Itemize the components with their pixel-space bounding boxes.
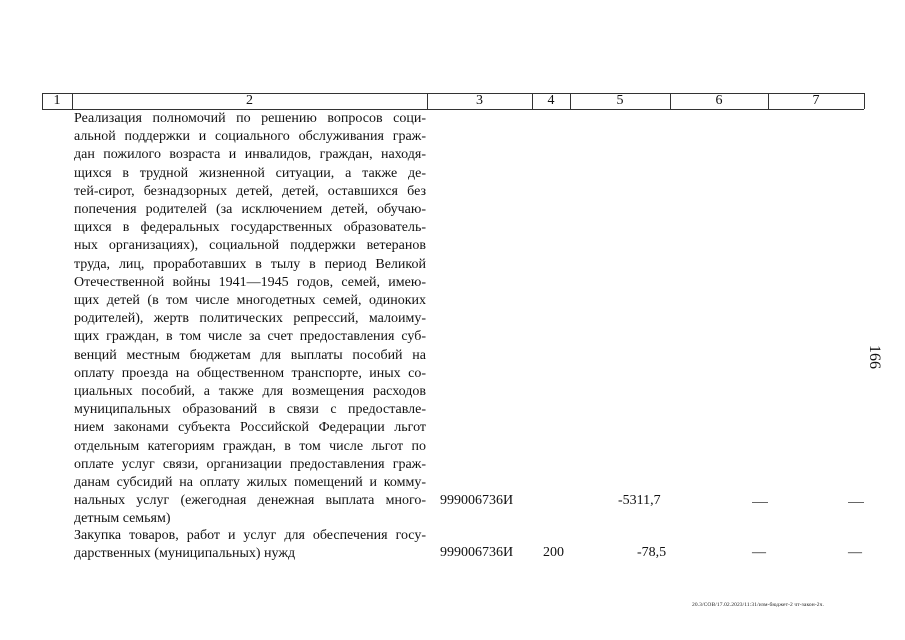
column-header-6: 6 (715, 93, 723, 108)
description-line: щих граждан, в том числе за счет предоставления суб- (74, 329, 426, 345)
description-line: щих детей (в том числе многодетных семей, одиноких (74, 293, 426, 309)
column-header-5: 5 (616, 93, 624, 108)
header-divider (864, 93, 865, 109)
description-line: муниципальных образований в связи с предоставле- (74, 402, 426, 418)
description-line: труда, лиц, проработавших в тылу в период Великой (74, 256, 426, 272)
description-line: дан пожилого возраста и инвалидов, граждан, находя- (74, 147, 426, 163)
description-line: Реализация полномочий по решению вопросов соци- (74, 111, 426, 126)
description-line: венций местным бюджетам для выплаты пособий на (74, 347, 426, 363)
page-number: 166 (866, 345, 883, 369)
description-line: ных организациях), социальной поддержки ветеранов (74, 238, 426, 254)
row-1-description (74, 110, 426, 529)
description-line: циальных пособий, а также для возмещения расходов (74, 384, 426, 400)
column-header-2: 2 (246, 93, 253, 108)
row-2-code: 999006736И (440, 545, 514, 560)
row-2-description (74, 527, 426, 563)
row-2-amount: -78,5 (637, 545, 667, 560)
description-line: данам субсидий на оплату жилых помещений и комму- (74, 475, 426, 491)
description-line: оплату проезда на общественном транспорте, иных со- (74, 365, 426, 381)
description-line: нальных услуг (ежегодная денежная выплата много- (74, 493, 426, 509)
description-line: детным семьям) (74, 511, 171, 527)
row-1-col6-dash (752, 502, 768, 503)
description-line: отдельным категориям граждан, в том числе льгот по (74, 438, 426, 454)
description-line: тей-сирот, безнадзорных детей, детей, оставшихся без (74, 183, 426, 199)
row-2-col7-dash: — (848, 545, 862, 560)
description-line: попечения родителей (за исключением детей, обучаю- (74, 202, 426, 218)
column-header-3: 3 (476, 93, 483, 108)
description-line: Отечественной войны 1941—1945 годов, семей, имею- (74, 274, 426, 290)
row-1-code: 999006736И (440, 493, 514, 508)
description-line: нием законами субъекта Российской Федерации льгот (74, 420, 426, 436)
column-header-7: 7 (812, 93, 820, 108)
description-line: альной поддержки и социального обслуживания граж- (74, 129, 426, 145)
description-line: родителей), жертв политических репрессий, малоиму- (74, 311, 426, 327)
row-1-col7-dash (848, 502, 864, 503)
row-2-type: 200 (543, 545, 564, 560)
column-header-4: 4 (547, 93, 555, 108)
description-line: щихся в федеральных государственных образователь- (74, 220, 426, 236)
column-header-1: 1 (53, 93, 61, 108)
row-1-amount: -5311,7 (618, 493, 661, 508)
footer-stamp: 20.3/СОВ/17.02.2023/11:31/изм-бюджет-2 чт-закон-2ч. (692, 602, 824, 608)
description-line: оплате услуг связи, организации предоставления граж- (74, 456, 426, 472)
row-2-col6-dash: — (752, 545, 766, 560)
description-line: щихся в трудной жизненной ситуации, а также де- (74, 165, 426, 181)
description-line: дарственных (муниципальных) нужд (74, 546, 296, 562)
description-line: Закупка товаров, работ и услуг для обеспечения госу- (74, 528, 426, 543)
